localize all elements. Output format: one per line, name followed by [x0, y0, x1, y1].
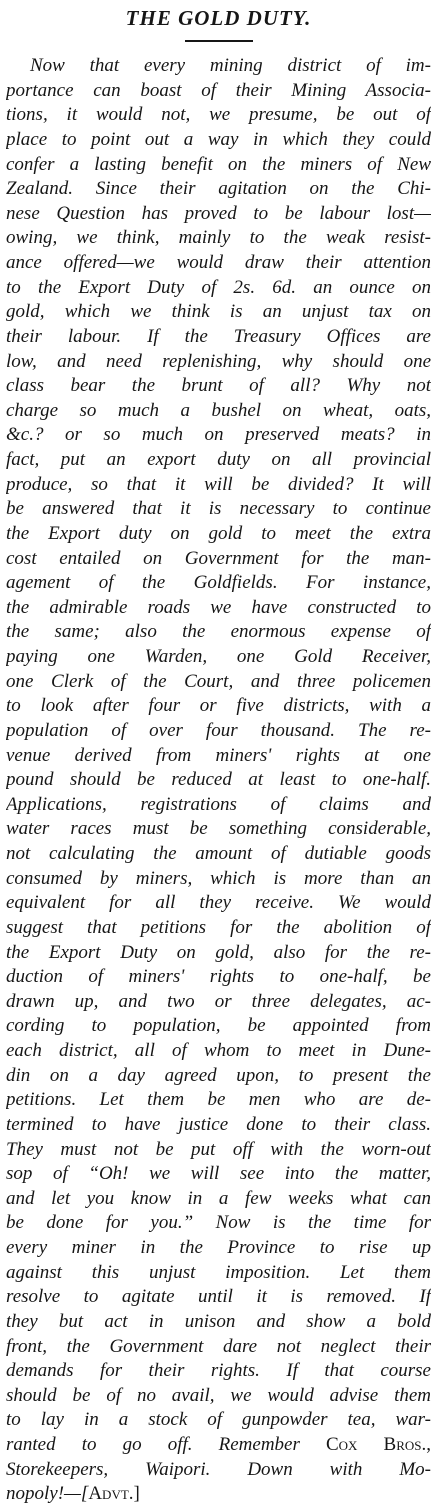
article-body — [6, 54, 431, 1507]
article-line: portance can boast of their Mining Associa- — [6, 79, 431, 101]
article-line: Now that every mining district of im- — [30, 55, 431, 76]
article-line-text: ranted to go off. Remember — [6, 1434, 300, 1455]
article-line: tions, it would not, we presume, be out of — [6, 104, 431, 126]
article-line: petitions. Let them be men who are de- — [6, 1089, 431, 1111]
article-line: cording to population, be appointed from — [6, 1015, 431, 1037]
article-line: be answered that it is necessary to continue — [6, 498, 431, 520]
article-line: nese Question has proved to be labour lost— — [6, 202, 431, 224]
article-line: termined to have justice done to their class. — [6, 1113, 431, 1135]
article-line: place to point out a way in which they could — [6, 128, 431, 150]
article-line: they but act in unison and show a bold — [6, 1310, 431, 1332]
article-line: against this unjust imposition. Let them — [6, 1261, 431, 1283]
article-line: venue derived from miners' rights at one — [6, 744, 431, 766]
article-line: gold, which we think is an unjust tax on — [6, 301, 431, 323]
article-line: paying one Warden, one Gold Receiver, — [6, 646, 431, 667]
article-line: and let you know in a few weeks what can — [6, 1187, 431, 1209]
article-line: duction of miners' rights to one-half, be — [6, 966, 431, 988]
article-line: resolve to agitate until it is removed. If — [6, 1286, 431, 1308]
article-line: be done for you.” Now is the time for — [6, 1212, 431, 1234]
article-line: to look after four or five districts, with a — [6, 695, 431, 717]
article-line: Storekeepers, Waipori. Down with Mo- — [6, 1458, 431, 1480]
advert-bracket-close: ] — [133, 1483, 140, 1505]
article-line: the same; also the enormous expense of — [6, 621, 431, 643]
article-line: every miner in the Province to rise up — [6, 1237, 431, 1258]
article-line-final — [6, 1482, 431, 1507]
article-line: the admirable roads we have constructed to — [6, 596, 431, 618]
article-line: Zealand. Since their agitation on the Chi- — [6, 178, 431, 200]
article-line: confer a lasting benefit on the miners of New — [6, 153, 431, 175]
article-line: ance offered—we would draw their attention — [6, 252, 431, 273]
article-line: &c.? or so much on preserved meats? in — [6, 424, 431, 446]
article-line: low, and need replenishing, why should one — [6, 350, 431, 372]
article-line: owing, we think, mainly to the weak resist- — [6, 227, 431, 249]
article-line: drawn up, and two or three delegates, ac- — [6, 990, 431, 1012]
article-line: front, the Government dare not neglect their — [6, 1335, 431, 1357]
article-line: din on a day agreed upon, to present the — [6, 1064, 431, 1086]
article-line: one Clerk of the Court, and three policemen — [6, 670, 431, 692]
article-line-advert-name — [6, 1433, 431, 1458]
title-rule — [185, 40, 253, 42]
article-line: to the Export Duty of 2s. 6d. an ounce on — [6, 276, 431, 298]
article-line: to lay in a stock of gunpowder tea, war- — [6, 1409, 431, 1431]
article-line: fact, put an export duty on all provincial — [6, 449, 431, 470]
article-line: the Export Duty on gold, also for the re- — [6, 941, 431, 963]
article-line: demands for their rights. If that course — [6, 1360, 431, 1382]
article-line: pound should be reduced at least to one-half. — [6, 769, 431, 791]
article-line: equivalent for all they receive. We would — [6, 892, 431, 914]
article-line-text: nopoly!—[ — [6, 1483, 89, 1505]
article-line: should be of no avail, we would advise them — [6, 1384, 431, 1406]
article-line: each district, all of whom to meet in Dune- — [6, 1040, 431, 1061]
article-line: They must not be put off with the worn-out — [6, 1138, 431, 1160]
advert-marker: Advt. — [88, 1483, 134, 1505]
advertiser-name: Cox Bros., — [325, 1434, 431, 1455]
article-line: water races must be something considerable, — [6, 818, 431, 840]
article-line: not calculating the amount of dutiable goods — [6, 843, 431, 864]
article-line: the Export duty on gold to meet the extra — [6, 522, 431, 544]
article-line: charge so much a bushel on wheat, oats, — [6, 399, 431, 421]
article-line: Applications, registrations of claims and — [6, 793, 431, 815]
article-title: THE GOLD DUTY. — [125, 6, 312, 30]
article-line: population of over four thousand. The re- — [6, 719, 431, 741]
article-line: suggest that petitions for the abolition of — [6, 916, 431, 938]
article-line: their labour. If the Treasury Offices are — [6, 325, 431, 347]
article-line: sop of “Oh! we will see into the matter, — [6, 1163, 431, 1185]
article-line: cost entailed on Government for the man- — [6, 547, 431, 569]
article-line: produce, so that it will be divided? It will — [6, 473, 431, 495]
article-line: agement of the Goldfields. For instance, — [6, 572, 431, 594]
article-line: consumed by miners, which is more than an — [6, 867, 431, 889]
article-line: class bear the brunt of all? Why not — [6, 375, 431, 397]
